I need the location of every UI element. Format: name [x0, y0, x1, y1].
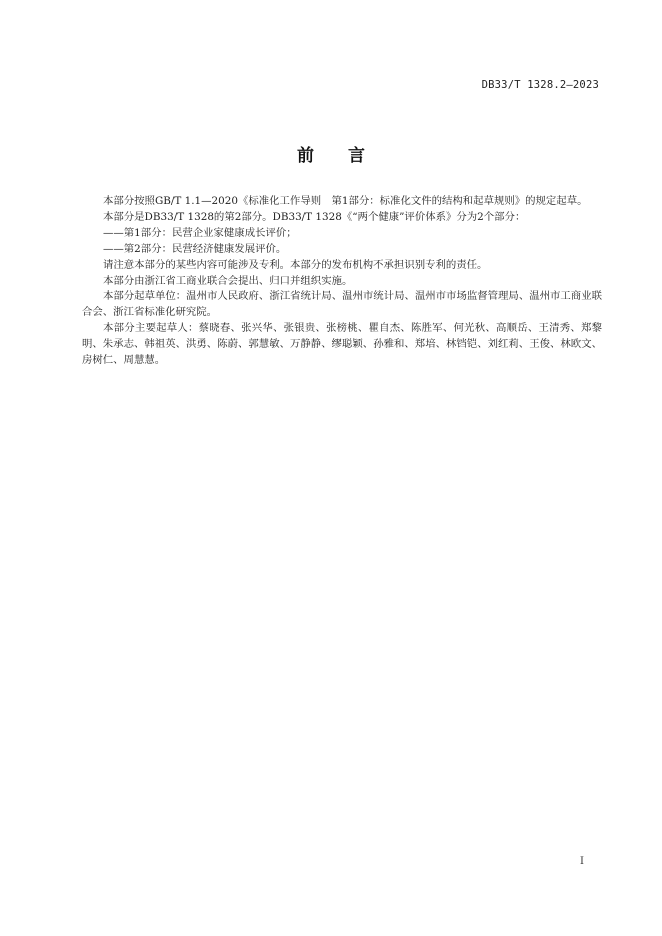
page-title: 前言 — [297, 146, 399, 166]
list-item-part-1: ——第1部分：民营企业家健康成长评价； — [103, 226, 297, 239]
paragraph-main-drafters: 本部分主要起草人：蔡晓春、张兴华、张银贵、张榜桃、瞿自杰、陈胜军、何光秋、高顺岳、王清秀、郑黎明、朱承志、韩祖英、洪勇、陈蔚、郭慧敏、万静静、缪聪颖、孙雅和、郑培、林铛铠、刘红莉、王俊、林欧文、房树仁、周慧慧。 — [82, 322, 602, 367]
paragraph-part-structure: 本部分是DB33/T 1328的第2部分。DB33/T 1328《“两个健康”评价体系》分为2个部分： — [103, 210, 526, 223]
paragraph-drafting-units: 本部分起草单位：温州市人民政府、浙江省统计局、温州市统计局、温州市市场监督管理局、温州市工商业联合会、浙江省标准化研究院。 — [82, 290, 602, 319]
paragraph-drafting-rules: 本部分按照GB/T 1.1—2020《标准化工作导则 第1部分：标准化文件的结构和起草规则》的规定起草。 — [103, 195, 588, 207]
page-number: I — [580, 856, 584, 867]
paragraph-patent-notice: 请注意本部分的某些内容可能涉及专利。本部分的发布机构不承担识别专利的责任。 — [103, 258, 488, 271]
paragraph-proposer: 本部分由浙江省工商业联合会提出、归口并组织实施。 — [103, 274, 353, 287]
foreword-body — [82, 194, 602, 369]
document-code: DB33/T 1328.2—2023 — [481, 79, 599, 91]
list-item-part-2: ——第2部分：民营经济健康发展评价。 — [103, 242, 287, 255]
